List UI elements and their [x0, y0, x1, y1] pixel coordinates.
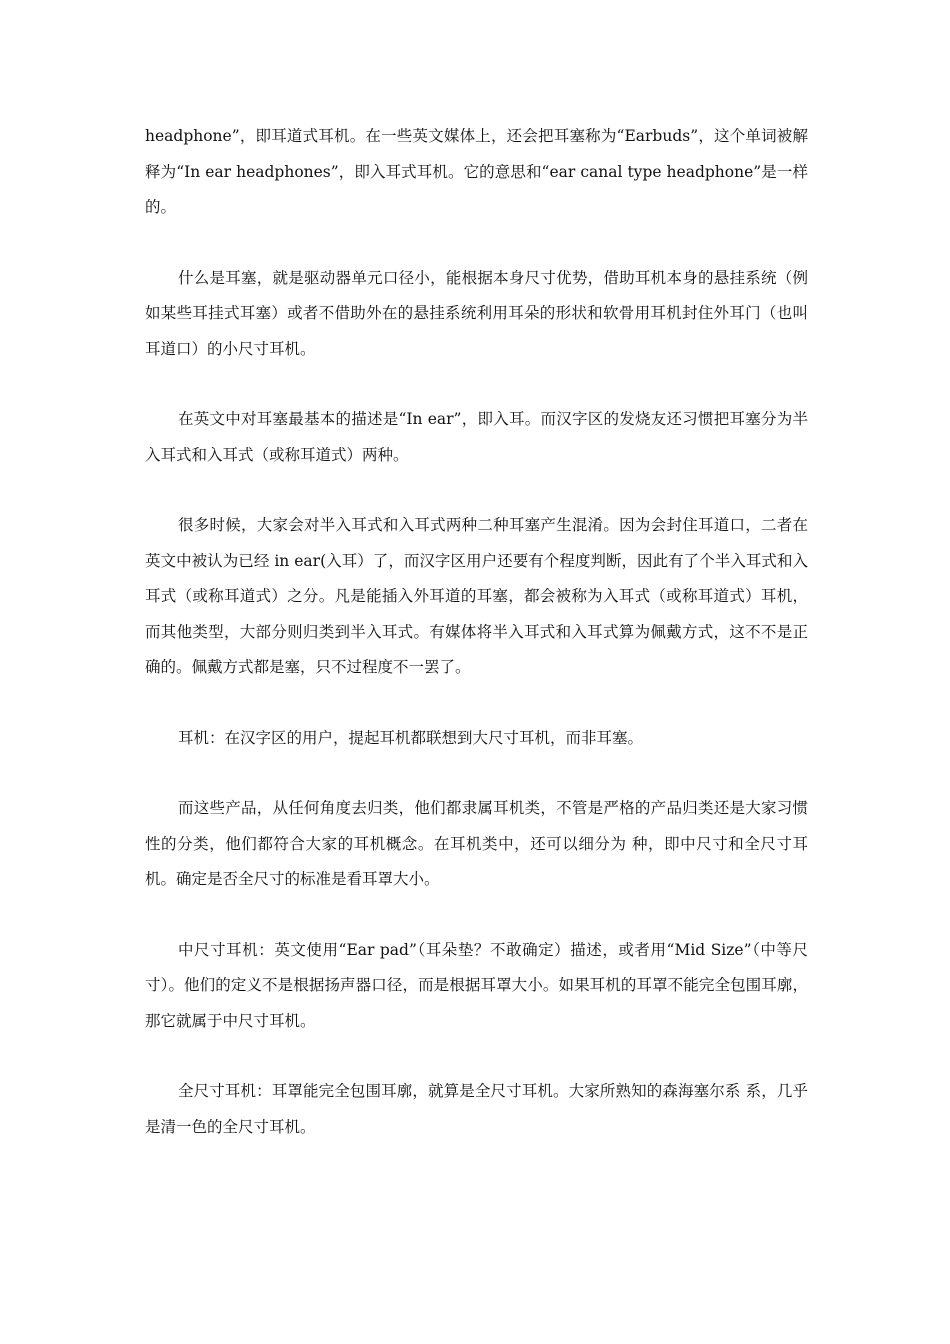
paragraph-semi-in-ear-confusion: 很多时候，大家会对半入耳式和入耳式两种二种耳塞产生混淆。因为会封住耳道口，二者在英文中被认为已经 in ear(入耳）了，而汉字区用户还要有个程度判断，因此有了个半入耳式和入耳式（或称耳道式）之分。凡是能插入外耳道的耳塞，都会被称为入耳式（或称耳道式）耳机，而其他类型，大部分则归类到半入耳式。有媒体将半入耳式和入耳式算为佩戴方式，这不不是正确的。佩戴方式都是塞，只不过程度不一罢了。 — [145, 516, 808, 676]
paragraph-full-size-headphones: 全尺寸耳机：耳罩能完全包围耳廓，就算是全尺寸耳机。大家所熟知的森海塞尔系 系，几乎是清一色的全尺寸耳机。 — [145, 1082, 808, 1136]
paragraph-earbuds-definition: headphone”，即耳道式耳机。在一些英文媒体上，还会把耳塞称为“Earbuds”，这个单词被解释为“In ear headphones”，即入耳式耳机。它的意思和“ear canal type headphone”是一样的。 — [145, 127, 808, 216]
paragraph-headphone-definition: 耳机：在汉字区的用户，提起耳机都联想到大尺寸耳机，而非耳塞。 — [178, 728, 644, 747]
document-body — [145, 119, 808, 1180]
paragraph-what-is-earbud: 什么是耳塞，就是驱动器单元口径小，能根据本身尺寸优势，借助耳机本身的悬挂系统（例如某些耳挂式耳塞）或者不借助外在的悬挂系统利用耳朵的形状和软骨用耳机封住外耳门（也叫耳道口）的小尺寸耳机。 — [145, 268, 808, 358]
paragraph-headphone-categories: 而这些产品，从任何角度去归类，他们都隶属耳机类，不管是严格的产品归类还是大家习惯性的分类，他们都符合大家的耳机概念。在耳机类中，还可以细分为 种，即中尺寸和全尺寸耳机。确定是否全尺寸的标准是看耳罩大小。 — [145, 799, 808, 888]
paragraph-mid-size-headphones: 中尺寸耳机：英文使用“Ear pad”（耳朵垫？不敢确定）描述，或者用“Mid Size”（中等尺寸）。他们的定义不是根据扬声器口径，而是根据耳罩大小。如果耳机的耳罩不能完全包围耳廓，那它就属于中尺寸耳机。 — [145, 940, 808, 1030]
paragraph-in-ear-description: 在英文中对耳塞最基本的描述是“In ear”，即入耳。而汉字区的发烧友还习惯把耳塞分为半入耳式和入耳式（或称耳道式）两种。 — [145, 410, 808, 464]
